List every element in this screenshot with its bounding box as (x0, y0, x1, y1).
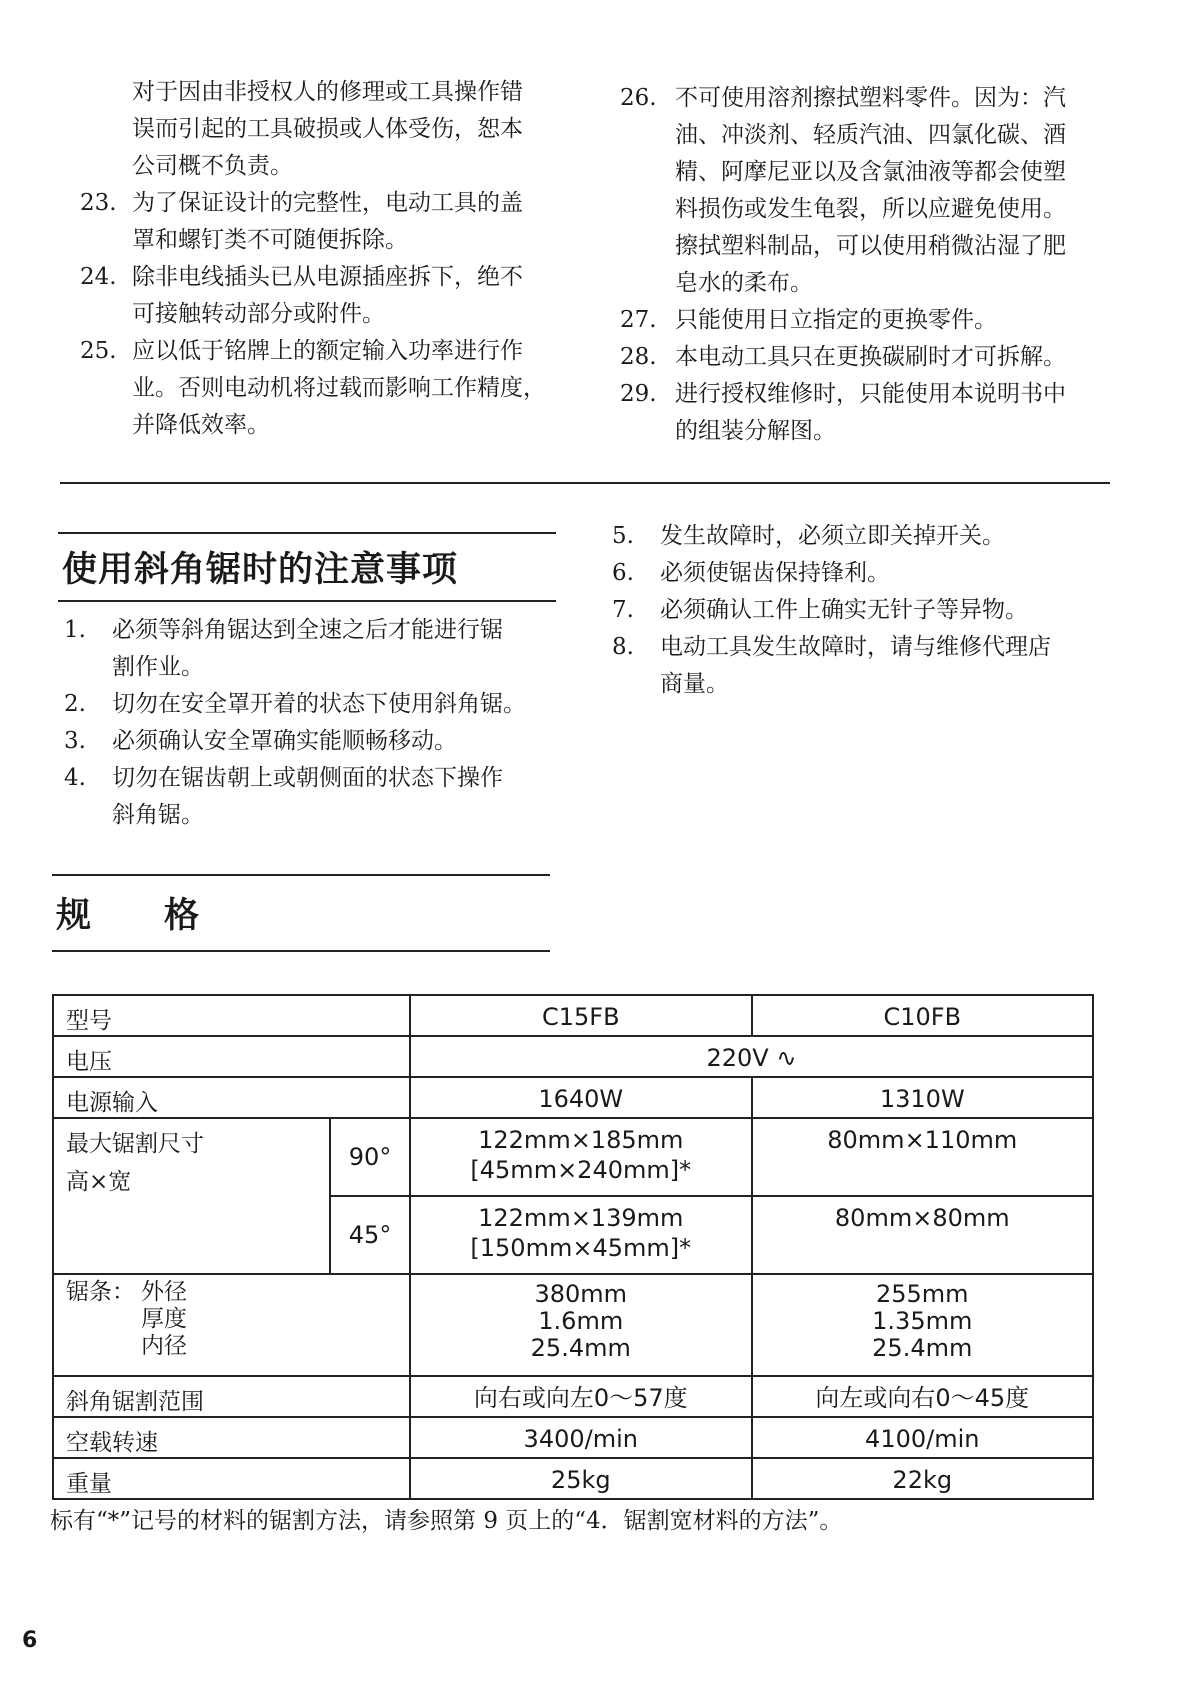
item-number: 4. (64, 765, 86, 791)
intro-line: 误而引起的工具破损或人体受伤，恕本 (132, 116, 523, 142)
power-c10fb: 1310W (752, 1077, 1093, 1118)
miter-item-7 (612, 592, 1112, 629)
miter-saw-right-list (612, 518, 1112, 703)
item-number: 2. (64, 691, 86, 717)
intro-line: 对于因由非授权人的修理或工具操作错 (132, 79, 523, 105)
blade-inner-diameter-label: 内径 (141, 1333, 187, 1359)
item-line: 斜角锯。 (112, 802, 204, 828)
specs-section-title: 规 格 (56, 896, 201, 936)
miter-item-6 (612, 555, 1112, 592)
precaution-item-26 (620, 80, 1120, 302)
item-line: 必须等斜角锯达到全速之后才能进行锯 (112, 617, 503, 643)
miter-item-3 (64, 723, 564, 760)
blade-label: 锯条： (66, 1279, 135, 1305)
item-line: 必须确认工件上确实无针子等异物。 (660, 597, 1028, 623)
miter-range-c15fb: 向右或向左0～57度 (410, 1376, 752, 1417)
cut-value: 80mm×110mm (827, 1126, 1018, 1154)
blade-outer-diameter-label: 外径 (141, 1279, 187, 1305)
item-number: 6. (612, 560, 634, 586)
blade-c15fb (410, 1274, 752, 1376)
miter-range-c10fb: 向左或向右0～45度 (752, 1376, 1093, 1417)
item-line: 切勿在锯齿朝上或朝侧面的状态下操作 (112, 765, 503, 791)
specs-rule-top (52, 874, 550, 876)
cut-label (53, 1118, 330, 1274)
item-number: 3. (64, 728, 86, 754)
voltage-value: 220V ∿ (410, 1036, 1093, 1077)
angle-90: 90° (330, 1118, 410, 1196)
item-line: 电动工具发生故障时，请与维修代理店 (660, 634, 1051, 660)
item-line: 料损伤或发生龟裂，所以应避免使用。 (675, 196, 1066, 222)
item-line: 必须使锯齿保持锋利。 (660, 560, 890, 586)
blade-value: 25.4mm (530, 1334, 631, 1362)
miter-item-5 (612, 518, 1112, 555)
cut-sublabel: 高×宽 (66, 1169, 132, 1195)
item-line: 罩和螺钉类不可随便拆除。 (132, 227, 408, 253)
item-line: 必须确认安全罩确实能顺畅移动。 (112, 728, 457, 754)
miter-saw-left-list (64, 612, 564, 834)
miter-range-label: 斜角锯割范围 (53, 1376, 410, 1417)
voltage-label: 电压 (53, 1036, 410, 1077)
item-line: 商量。 (660, 671, 729, 697)
item-line: 可接触转动部分或附件。 (132, 301, 385, 327)
miter-item-4 (64, 760, 564, 834)
power-c15fb: 1640W (410, 1077, 752, 1118)
item-line: 不可使用溶剂擦拭塑料零件。因为：汽 (675, 85, 1066, 111)
cut-value-bracketed: [45mm×240mm]* (470, 1156, 692, 1184)
item-line: 切勿在安全罩开着的状态下使用斜角锯。 (112, 691, 526, 717)
angle-45: 45° (330, 1196, 410, 1274)
speed-c10fb: 4100/min (752, 1417, 1093, 1458)
power-label: 电源输入 (53, 1077, 410, 1118)
specification-table (52, 994, 1094, 1500)
page-number: 6 (22, 1628, 38, 1653)
item-number: 23. (80, 190, 117, 216)
weight-c15fb: 25kg (410, 1458, 752, 1499)
item-line: 本电动工具只在更换碳刷时才可拆解。 (675, 344, 1066, 370)
item-number: 5. (612, 523, 634, 549)
item-line: 割作业。 (112, 654, 204, 680)
specs-rule-bottom (52, 950, 550, 952)
cut-value: 122mm×139mm (478, 1204, 684, 1232)
item-line: 发生故障时，必须立即关掉开关。 (660, 523, 1005, 549)
item-line: 应以低于铭牌上的额定输入功率进行作 (132, 338, 523, 364)
weight-c10fb: 22kg (752, 1458, 1093, 1499)
model-label: 型号 (53, 995, 410, 1036)
blade-value: 25.4mm (872, 1334, 973, 1362)
cut-value-bracketed: [150mm×45mm]* (470, 1234, 692, 1262)
item-line: 的组装分解图。 (675, 418, 836, 444)
item-number: 8. (612, 634, 634, 660)
item-line: 擦拭塑料制品，可以使用稍微沾湿了肥 (675, 233, 1066, 259)
item-number: 24. (80, 264, 117, 290)
spec-row-cut-90 (53, 1118, 1093, 1196)
precaution-item-24 (80, 259, 580, 333)
item-line: 只能使用日立指定的更换零件。 (675, 307, 997, 333)
cut-value: 122mm×185mm (478, 1126, 684, 1154)
section-divider (60, 482, 1110, 484)
cut-value: 80mm×80mm (834, 1204, 1010, 1232)
model-c15fb: C15FB (410, 995, 752, 1036)
precaution-item-28 (620, 339, 1120, 376)
model-c10fb: C10FB (752, 995, 1093, 1036)
item-number: 29. (620, 381, 657, 407)
table-footnote: 标有“*”记号的材料的锯割方法，请参照第 9 页上的“4．锯割宽材料的方法”。 (50, 1508, 843, 1534)
item-number: 7. (612, 597, 634, 623)
intro-line: 公司概不负责。 (132, 153, 293, 179)
item-line: 除非电线插头已从电源插座拆下，绝不 (132, 264, 523, 290)
spec-row-model (53, 995, 1093, 1036)
precaution-intro (80, 74, 580, 185)
miter-item-8 (612, 629, 1112, 703)
precautions-right-column (620, 80, 1120, 450)
blade-value: 1.6mm (538, 1307, 624, 1335)
blade-c10fb (752, 1274, 1093, 1376)
blade-value: 1.35mm (872, 1307, 973, 1335)
item-number: 1. (64, 617, 86, 643)
miter-item-2 (64, 686, 564, 723)
item-line: 油、冲淡剂、轻质汽油、四氯化碳、酒 (675, 122, 1066, 148)
cut-label-text: 最大锯割尺寸 (66, 1131, 204, 1157)
spec-row-weight (53, 1458, 1093, 1499)
item-number: 26. (620, 85, 657, 111)
precautions-left-column (80, 74, 580, 444)
cut-45-c10fb (752, 1196, 1093, 1274)
spec-row-blade (53, 1274, 1093, 1376)
precaution-item-23 (80, 185, 580, 259)
speed-label: 空载转速 (53, 1417, 410, 1458)
item-number: 28. (620, 344, 657, 370)
spec-row-no-load-speed (53, 1417, 1093, 1458)
item-line: 业。否则电动机将过载而影响工作精度， (132, 375, 546, 401)
blade-label-cell (53, 1274, 410, 1376)
precaution-item-27 (620, 302, 1120, 339)
item-number: 25. (80, 338, 117, 364)
item-line: 精、阿摩尼亚以及含氯油液等都会使塑 (675, 159, 1066, 185)
blade-thickness-label: 厚度 (141, 1306, 187, 1332)
precaution-item-25 (80, 333, 580, 444)
speed-c15fb: 3400/min (410, 1417, 752, 1458)
cut-45-c15fb (410, 1196, 752, 1274)
spec-row-miter-range (53, 1376, 1093, 1417)
cut-90-c15fb (410, 1118, 752, 1196)
blade-value: 255mm (875, 1280, 969, 1308)
heading-rule-bottom (58, 600, 556, 602)
item-line: 皂水的柔布。 (675, 270, 813, 296)
spec-row-voltage (53, 1036, 1093, 1077)
item-number: 27. (620, 307, 657, 333)
miter-saw-section-title: 使用斜角锯时的注意事项 (62, 550, 459, 590)
spec-row-power (53, 1077, 1093, 1118)
item-line: 为了保证设计的完整性，电动工具的盖 (132, 190, 523, 216)
heading-rule-top (58, 532, 556, 534)
item-line: 进行授权维修时，只能使用本说明书中 (675, 381, 1066, 407)
miter-item-1 (64, 612, 564, 686)
cut-90-c10fb (752, 1118, 1093, 1196)
item-line: 并降低效率。 (132, 412, 270, 438)
precaution-item-29 (620, 376, 1120, 450)
blade-value: 380mm (534, 1280, 628, 1308)
weight-label: 重量 (53, 1458, 410, 1499)
